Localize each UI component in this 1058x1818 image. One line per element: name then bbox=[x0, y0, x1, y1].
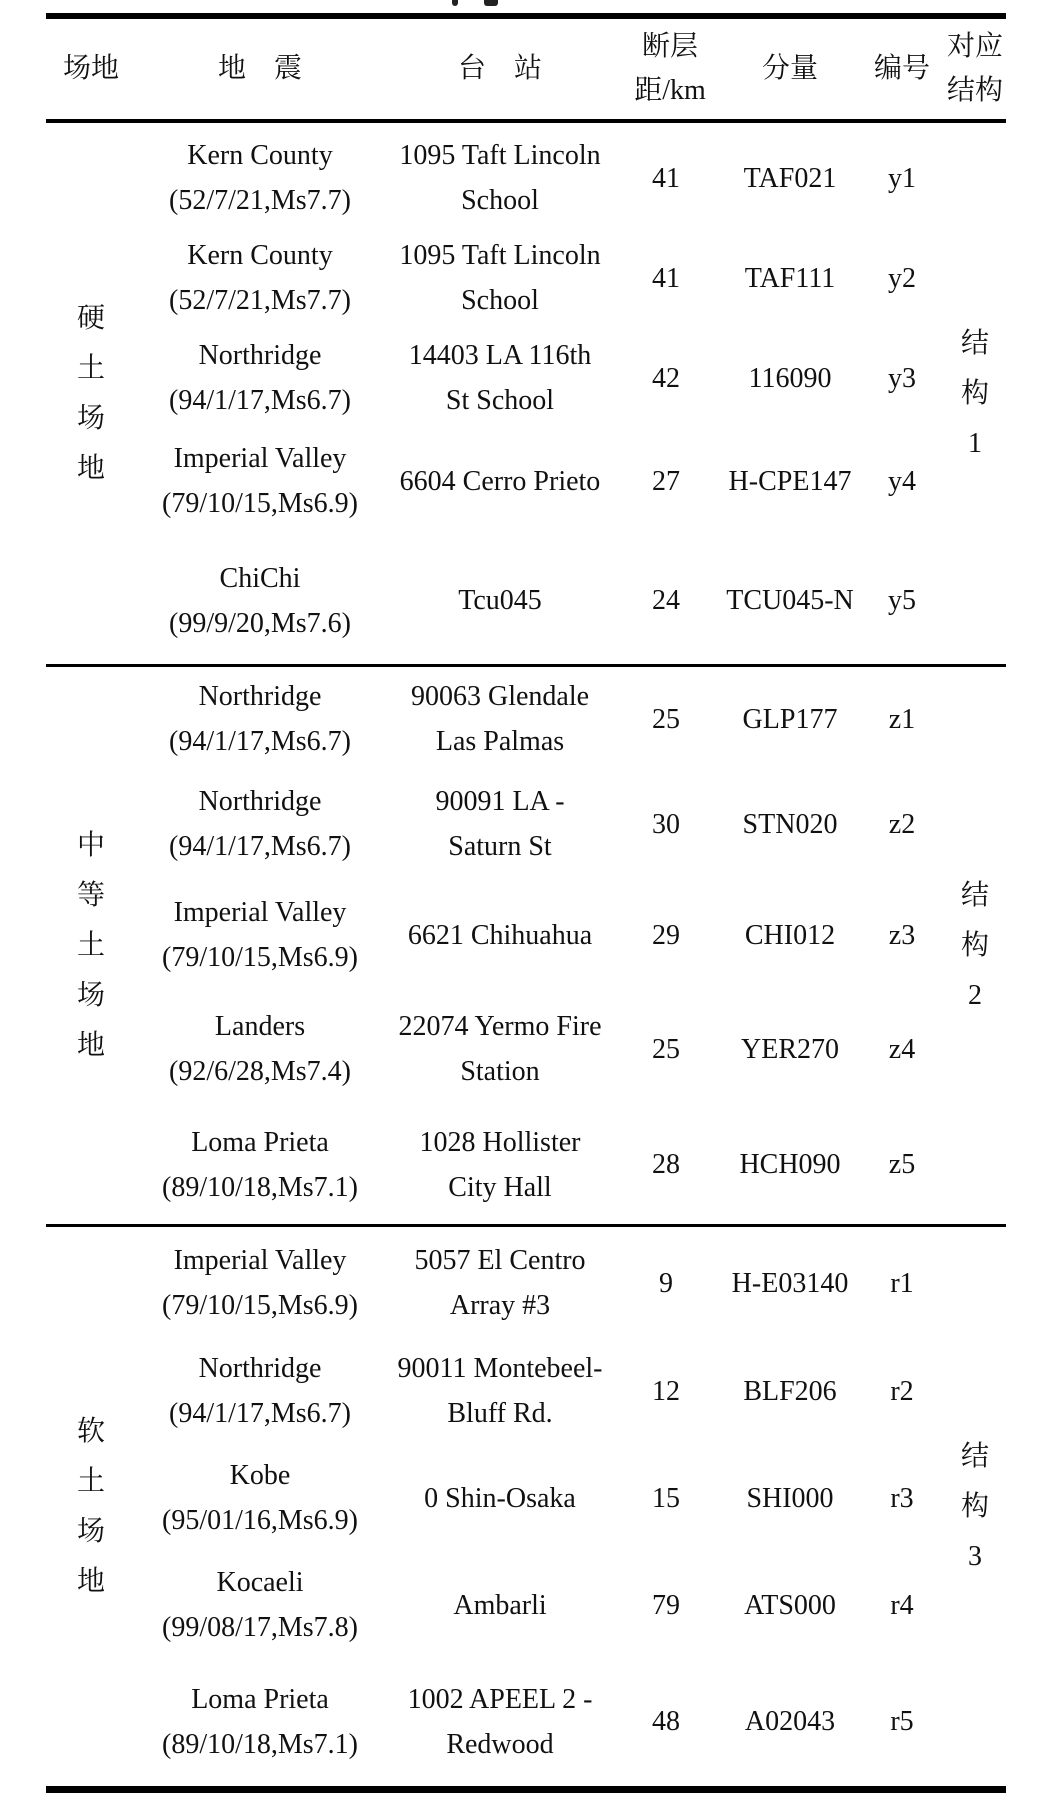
header-earthquake: 地 震 bbox=[217, 53, 302, 84]
record-id-cell: y2 bbox=[888, 262, 916, 294]
structure-label-char: 1 bbox=[968, 427, 982, 459]
earthquake-cell: Imperial Valley (79/10/15,Ms6.9) bbox=[162, 897, 358, 973]
earthquake-cell: Northridge (94/1/17,Ms6.7) bbox=[169, 1353, 351, 1429]
station-cell: 14403 LA 116th St School bbox=[408, 340, 592, 416]
fault-distance-cell: 15 bbox=[652, 1482, 680, 1514]
earthquake-cell: ChiChi (99/9/20,Ms7.6) bbox=[169, 562, 351, 639]
component-cell: TCU045-N bbox=[726, 585, 854, 616]
earthquake-cell: Kern County (52/7/21,Ms7.7) bbox=[169, 140, 351, 216]
station-cell: Tcu045 bbox=[458, 585, 542, 616]
record-id-cell: r2 bbox=[890, 1375, 914, 1407]
header-structure: 对应 结构 bbox=[946, 31, 1003, 106]
record-id-cell: z5 bbox=[888, 1149, 916, 1180]
component-cell: A02043 bbox=[744, 1706, 836, 1737]
station-cell: 1095 Taft Lincoln School bbox=[399, 140, 601, 216]
station-cell: Ambarli bbox=[453, 1589, 547, 1621]
fault-distance-cell: 42 bbox=[652, 362, 680, 394]
site-class-label-char: 地 bbox=[76, 452, 105, 484]
site-class-label-char: 场 bbox=[76, 979, 105, 1011]
earthquake-cell: Northridge (94/1/17,Ms6.7) bbox=[169, 786, 351, 862]
fault-distance-cell: 25 bbox=[652, 1033, 680, 1065]
component-cell: BLF206 bbox=[743, 1375, 837, 1407]
earthquake-cell: Imperial Valley (79/10/15,Ms6.9) bbox=[162, 443, 358, 519]
site-class-label-char: 场 bbox=[76, 402, 105, 434]
earthquake-cell: Loma Prieta (89/10/18,Ms7.1) bbox=[162, 1683, 358, 1760]
structure-label-char: 结 bbox=[960, 879, 989, 911]
station-cell: 90011 Montebeel- Bluff Rd. bbox=[397, 1353, 603, 1429]
structure-label bbox=[940, 667, 1010, 1224]
component-cell: 116090 bbox=[748, 362, 832, 394]
record-id-cell: z2 bbox=[888, 808, 916, 840]
fault-distance-cell: 12 bbox=[652, 1375, 680, 1407]
structure-label bbox=[940, 1227, 1010, 1786]
component-cell: ATS000 bbox=[744, 1589, 836, 1621]
site-class-label-char: 土 bbox=[76, 352, 105, 384]
component-cell: GLP177 bbox=[742, 703, 838, 735]
station-cell: 90063 Glendale Las Palmas bbox=[410, 681, 590, 757]
component-cell: TAF021 bbox=[743, 162, 837, 194]
site-class-label bbox=[46, 123, 136, 664]
record-id-cell: y3 bbox=[888, 362, 916, 394]
caption-fragment bbox=[452, 0, 458, 6]
fault-distance-cell: 48 bbox=[652, 1706, 680, 1737]
earthquake-cell: Loma Prieta (89/10/18,Ms7.1) bbox=[162, 1126, 358, 1203]
station-cell: 22074 Yermo Fire Station bbox=[398, 1011, 602, 1087]
fault-distance-cell: 30 bbox=[652, 808, 680, 840]
component-cell: STN020 bbox=[742, 808, 838, 840]
header-site: 场地 bbox=[62, 53, 119, 84]
structure-label bbox=[940, 123, 1010, 664]
earthquake-cell: Northridge (94/1/17,Ms6.7) bbox=[169, 681, 351, 757]
site-class-label-char: 土 bbox=[76, 929, 105, 961]
site-class-label-char: 等 bbox=[76, 879, 105, 911]
site-class-label-char: 地 bbox=[76, 1565, 105, 1597]
component-cell: YER270 bbox=[741, 1033, 839, 1065]
record-id-cell: y5 bbox=[888, 585, 916, 616]
structure-label-char: 3 bbox=[968, 1540, 982, 1572]
structure-label-char: 结 bbox=[960, 1440, 989, 1472]
station-cell: 6621 Chihuahua bbox=[407, 919, 593, 951]
fault-distance-cell: 41 bbox=[652, 162, 680, 194]
record-id-cell: r1 bbox=[890, 1267, 914, 1299]
record-id-cell: y4 bbox=[888, 465, 916, 497]
component-cell: H-CPE147 bbox=[728, 465, 852, 497]
record-id-cell: r3 bbox=[890, 1482, 914, 1514]
fault-distance-cell: 25 bbox=[652, 703, 680, 735]
fault-distance-cell: 29 bbox=[652, 919, 680, 951]
site-class-label-char: 场 bbox=[76, 1515, 105, 1547]
earthquake-cell: Landers (92/6/28,Ms7.4) bbox=[169, 1011, 351, 1087]
record-id-cell: y1 bbox=[888, 162, 916, 194]
structure-label-char: 构 bbox=[960, 929, 989, 961]
site-class-label-char: 中 bbox=[76, 829, 105, 861]
header-fault-distance: 断层 距/km bbox=[634, 31, 706, 106]
station-cell: 1095 Taft Lincoln School bbox=[399, 240, 601, 316]
structure-label-char: 构 bbox=[960, 1490, 989, 1522]
structure-label-char: 结 bbox=[960, 327, 989, 359]
station-cell: 0 Shin-Osaka bbox=[424, 1482, 576, 1514]
station-cell: 90091 LA - Saturn St bbox=[435, 786, 565, 862]
station-cell: 1002 APEEL 2 - Redwood bbox=[407, 1683, 593, 1760]
group-separator bbox=[46, 1224, 1006, 1227]
site-class-label-char: 硬 bbox=[76, 302, 105, 334]
component-cell: HCH090 bbox=[739, 1149, 841, 1180]
component-cell: SHI000 bbox=[746, 1482, 834, 1514]
header-component: 分量 bbox=[761, 53, 818, 84]
fault-distance-cell: 28 bbox=[652, 1149, 680, 1180]
record-id-cell: z1 bbox=[888, 703, 916, 735]
earthquake-cell: Northridge (94/1/17,Ms6.7) bbox=[169, 340, 351, 416]
structure-label-char: 2 bbox=[968, 979, 982, 1011]
header-station: 台 站 bbox=[457, 53, 542, 84]
earthquake-cell: Kern County (52/7/21,Ms7.7) bbox=[169, 240, 351, 316]
record-id-cell: r4 bbox=[890, 1589, 914, 1621]
site-class-label bbox=[46, 1227, 136, 1786]
record-id-cell: z3 bbox=[888, 919, 916, 951]
site-class-label-char: 地 bbox=[76, 1029, 105, 1061]
site-class-label bbox=[46, 667, 136, 1224]
fault-distance-cell: 41 bbox=[652, 262, 680, 294]
fault-distance-cell: 79 bbox=[652, 1589, 680, 1621]
caption-fragment bbox=[484, 0, 498, 6]
station-cell: 6604 Cerro Prieto bbox=[399, 465, 601, 497]
fault-distance-cell: 27 bbox=[652, 465, 680, 497]
table-bottom-rule bbox=[46, 1786, 1006, 1793]
header-id: 编号 bbox=[873, 53, 930, 84]
component-cell: CHI012 bbox=[744, 919, 836, 951]
earthquake-cell: Imperial Valley (79/10/15,Ms6.9) bbox=[162, 1245, 358, 1321]
earthquake-cell: Kobe (95/01/16,Ms6.9) bbox=[162, 1460, 358, 1536]
component-cell: TAF111 bbox=[744, 262, 836, 294]
fault-distance-cell: 24 bbox=[652, 585, 680, 616]
record-id-cell: r5 bbox=[890, 1706, 914, 1737]
earthquake-cell: Kocaeli (99/08/17,Ms7.8) bbox=[162, 1567, 358, 1643]
station-cell: 5057 El Centro Array #3 bbox=[414, 1245, 586, 1321]
group-separator bbox=[46, 664, 1006, 667]
site-class-label-char: 软 bbox=[76, 1415, 105, 1447]
fault-distance-cell: 9 bbox=[659, 1267, 673, 1299]
component-cell: H-E03140 bbox=[731, 1267, 849, 1299]
station-cell: 1028 Hollister City Hall bbox=[419, 1126, 581, 1203]
site-class-label-char: 土 bbox=[76, 1465, 105, 1497]
structure-label-char: 构 bbox=[960, 377, 989, 409]
record-id-cell: z4 bbox=[888, 1033, 916, 1065]
